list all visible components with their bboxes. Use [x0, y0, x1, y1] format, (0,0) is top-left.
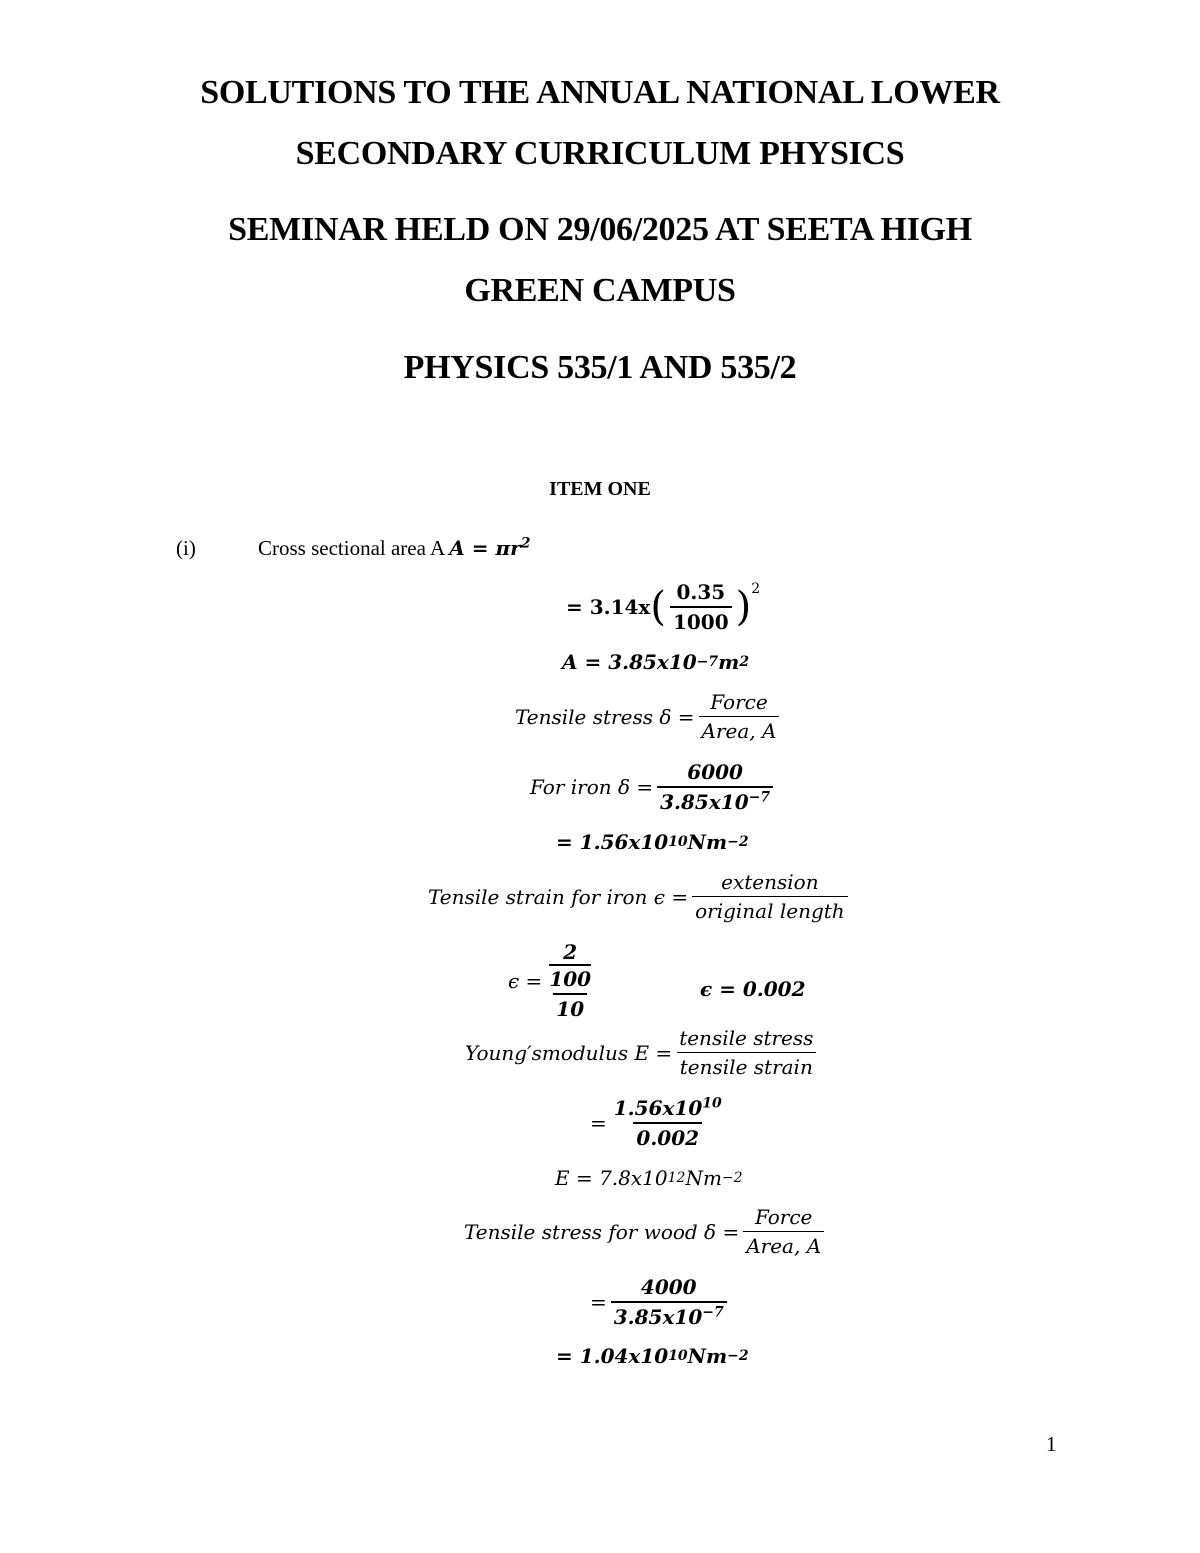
equation-iron-stress: For iron δ = $\frac{6000}{3.85x10^{-7}}$	[530, 760, 777, 814]
equation-iron-strain-calculation: ϵ = 2 100 10	[508, 940, 598, 1021]
equation-wood-stress-result: = 1.04x10 10 Nm −2	[556, 1344, 749, 1368]
fraction: $\frac{\text{tensile stress}}{\text{tensile strain}}$	[676, 1026, 816, 1079]
document-title-line-3: SEMINAR HELD ON 29/06/2025 AT SEETA HIGH	[228, 211, 972, 248]
intro-text: Cross sectional area A	[258, 536, 445, 560]
document-title-line-1: SOLUTIONS TO THE ANNUAL NATIONAL LOWER	[200, 74, 1000, 111]
compound-fraction: 2 100 10	[549, 940, 592, 1021]
equation-youngs-modulus-result: E = 7.8x10 12 Nm −2	[555, 1166, 743, 1190]
item-heading: ITEM ONE	[549, 478, 651, 500]
page-number: 1	[1046, 1432, 1057, 1456]
fraction: $\frac{\text{extension}}{\text{original length}}$	[692, 870, 848, 923]
equation-area-substitution: = 3.14x ( $\frac{0.35}{1000}$ ) $^2$	[566, 580, 761, 634]
fraction: $\frac{\text{Force}}{\text{Area, A}}$	[743, 1205, 824, 1258]
equation-wood-stress-substitution: = $\frac{4000}{3.85x10^{-7}}$	[590, 1275, 731, 1329]
fraction: $\frac{\text{Force}}{\text{Area, A}}$	[699, 690, 780, 743]
fraction: $\frac{1.56x10^{10}}{0.002}$	[613, 1095, 722, 1150]
fraction: $\frac{4000}{3.85x10^{-7}}$	[611, 1275, 727, 1329]
equation-youngs-modulus-substitution: = $\frac{1.56x10^{10}}{0.002}$	[590, 1096, 729, 1150]
intro-line	[258, 536, 530, 561]
equation-iron-strain-result: ϵ = 0.002	[700, 977, 806, 1001]
fraction: $\frac{0.35}{1000}$	[670, 580, 732, 634]
fraction: $\frac{6000}{3.85x10^{-7}}$	[657, 760, 773, 814]
document-title-line-4: GREEN CAMPUS	[464, 272, 736, 309]
equation-youngs-modulus-definition: Young′smodulus E = $\frac{\text{tensile stress}}{\text{tensile strain}}$	[465, 1026, 820, 1079]
equation-iron-stress-result: = 1.56x10 10 Nm −2	[556, 830, 749, 854]
equation-iron-strain-definition: Tensile strain for iron ϵ = $\frac{\text{extension}}{\text{original length}}$	[428, 870, 852, 923]
document-title-line-2: SECONDARY CURRICULUM PHYSICS	[295, 135, 905, 172]
item-numeral: (i)	[176, 536, 196, 560]
equation-wood-stress-definition: Tensile stress for wood δ = $\frac{\text{Force}}{\text{Area, A}}$	[464, 1205, 828, 1258]
document-title-line-5: PHYSICS 535/1 AND 535/2	[403, 349, 797, 386]
intro-formula: $A = \pi r^2$	[449, 535, 531, 560]
equation-area-result: A = 3.85x10 −7 m 2	[562, 650, 750, 674]
equation-tensile-stress-definition: Tensile stress δ = $\frac{\text{Force}}{\text{Area, A}}$	[515, 690, 783, 743]
